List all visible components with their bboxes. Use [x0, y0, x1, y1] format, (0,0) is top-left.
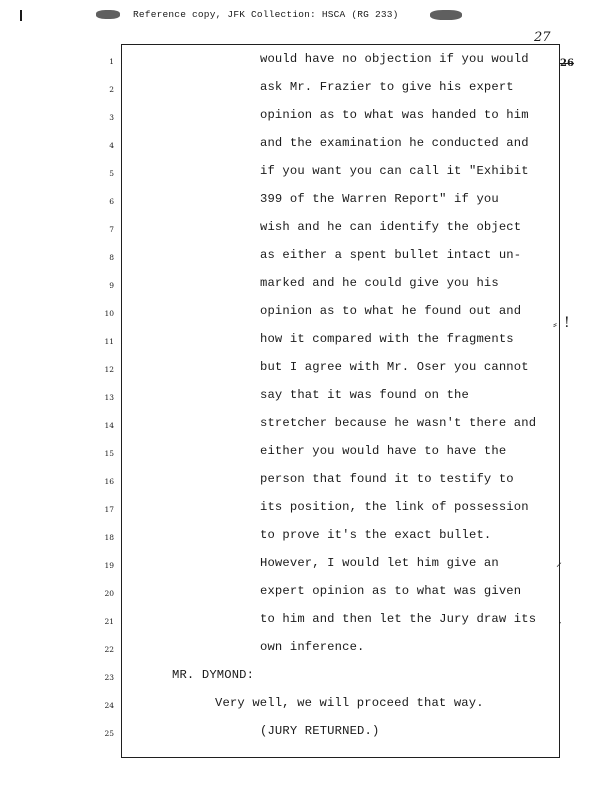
- margin-tick-mark: ⸝: [556, 555, 563, 569]
- line-text: how it compared with the fragments: [260, 332, 514, 346]
- line-number: 22: [104, 645, 114, 654]
- transcript-line: [0, 330, 612, 358]
- page-number: 27: [534, 30, 551, 45]
- ink-blot-left: [96, 10, 120, 19]
- line-text: Very well, we will proceed that way.: [215, 696, 484, 710]
- line-number: 18: [104, 533, 114, 542]
- transcript-line: [0, 526, 612, 554]
- line-text: opinion as to what he found out and: [260, 304, 522, 318]
- line-text: say that it was found on the: [260, 388, 469, 402]
- transcript-line: [0, 442, 612, 470]
- transcript-line: [0, 302, 612, 330]
- line-number: 6: [109, 197, 114, 206]
- transcript-line: [0, 414, 612, 442]
- stage-direction: (JURY RETURNED.): [260, 724, 380, 738]
- line-number: 25: [104, 729, 114, 738]
- line-number: 24: [104, 701, 114, 710]
- line-number: 10: [104, 309, 114, 318]
- line-text: However, I would let him give an: [260, 556, 499, 570]
- line-text: either you would have to have the: [260, 444, 507, 458]
- transcript-line: [0, 190, 612, 218]
- speaker-label: MR. DYMOND:: [172, 668, 255, 682]
- line-text: stretcher because he wasn't there and: [260, 416, 537, 430]
- transcript-line: [0, 358, 612, 386]
- transcript-line: [0, 78, 612, 106]
- transcript-line: [0, 554, 612, 582]
- line-number: 4: [109, 141, 114, 150]
- archive-header: Reference copy, JFK Collection: HSCA (RG 233): [133, 9, 399, 20]
- transcript-line: [0, 582, 612, 610]
- ink-blot-right: [430, 10, 462, 20]
- transcript-line: [0, 246, 612, 274]
- transcript-line: [0, 274, 612, 302]
- line-number: 17: [104, 505, 114, 514]
- transcript-line: [0, 106, 612, 134]
- transcript-line: [0, 50, 612, 78]
- line-text: 399 of the Warren Report" if you: [260, 192, 499, 206]
- line-number: 15: [104, 449, 114, 458]
- margin-tick-mark: !: [564, 315, 570, 331]
- line-text: expert opinion as to what was given: [260, 584, 522, 598]
- line-number: 3: [109, 113, 114, 122]
- line-text: would have no objection if you would: [260, 52, 529, 66]
- line-text: person that found it to testify to: [260, 472, 514, 486]
- line-number: 14: [104, 421, 114, 430]
- line-number: 11: [104, 337, 114, 346]
- line-number: 5: [109, 169, 114, 178]
- transcript-line: [0, 162, 612, 190]
- line-text: opinion as to what was handed to him: [260, 108, 529, 122]
- transcript-line: [0, 386, 612, 414]
- transcript-line: [0, 694, 612, 722]
- line-text: as either a spent bullet intact un-: [260, 248, 522, 262]
- line-number: 23: [104, 673, 114, 682]
- line-text: ask Mr. Frazier to give his expert: [260, 80, 514, 94]
- line-number: 12: [104, 365, 114, 374]
- transcript-line: [0, 666, 612, 694]
- line-text: to prove it's the exact bullet.: [260, 528, 492, 542]
- transcript-line: [0, 498, 612, 526]
- line-text: marked and he could give you his: [260, 276, 499, 290]
- line-text: wish and he can identify the object: [260, 220, 522, 234]
- line-number: 8: [109, 253, 114, 262]
- line-text: own inference.: [260, 640, 365, 654]
- margin-tick-mark: ⸗: [553, 317, 557, 331]
- line-number: 1: [109, 57, 114, 66]
- margin-annotation: 26: [560, 58, 574, 69]
- line-number: 19: [104, 561, 114, 570]
- transcript-line: [0, 218, 612, 246]
- line-number: 7: [109, 225, 114, 234]
- line-text: but I agree with Mr. Oser you cannot: [260, 360, 529, 374]
- margin-tick-mark: ·: [558, 616, 562, 630]
- line-text: and the examination he conducted and: [260, 136, 529, 150]
- line-number: 13: [104, 393, 114, 402]
- line-text: if you want you can call it "Exhibit: [260, 164, 529, 178]
- line-text: to him and then let the Jury draw its: [260, 612, 537, 626]
- transcript-line: [0, 610, 612, 638]
- transcript-line: [0, 134, 612, 162]
- line-number: 21: [104, 617, 114, 626]
- line-number: 20: [104, 589, 114, 598]
- line-text: its position, the link of possession: [260, 500, 529, 514]
- line-number: 2: [109, 85, 114, 94]
- transcript-line: [0, 470, 612, 498]
- left-margin-rule: [20, 10, 22, 21]
- transcript-line: [0, 722, 612, 750]
- line-number: 16: [104, 477, 114, 486]
- line-number: 9: [109, 281, 114, 290]
- transcript-line: [0, 638, 612, 666]
